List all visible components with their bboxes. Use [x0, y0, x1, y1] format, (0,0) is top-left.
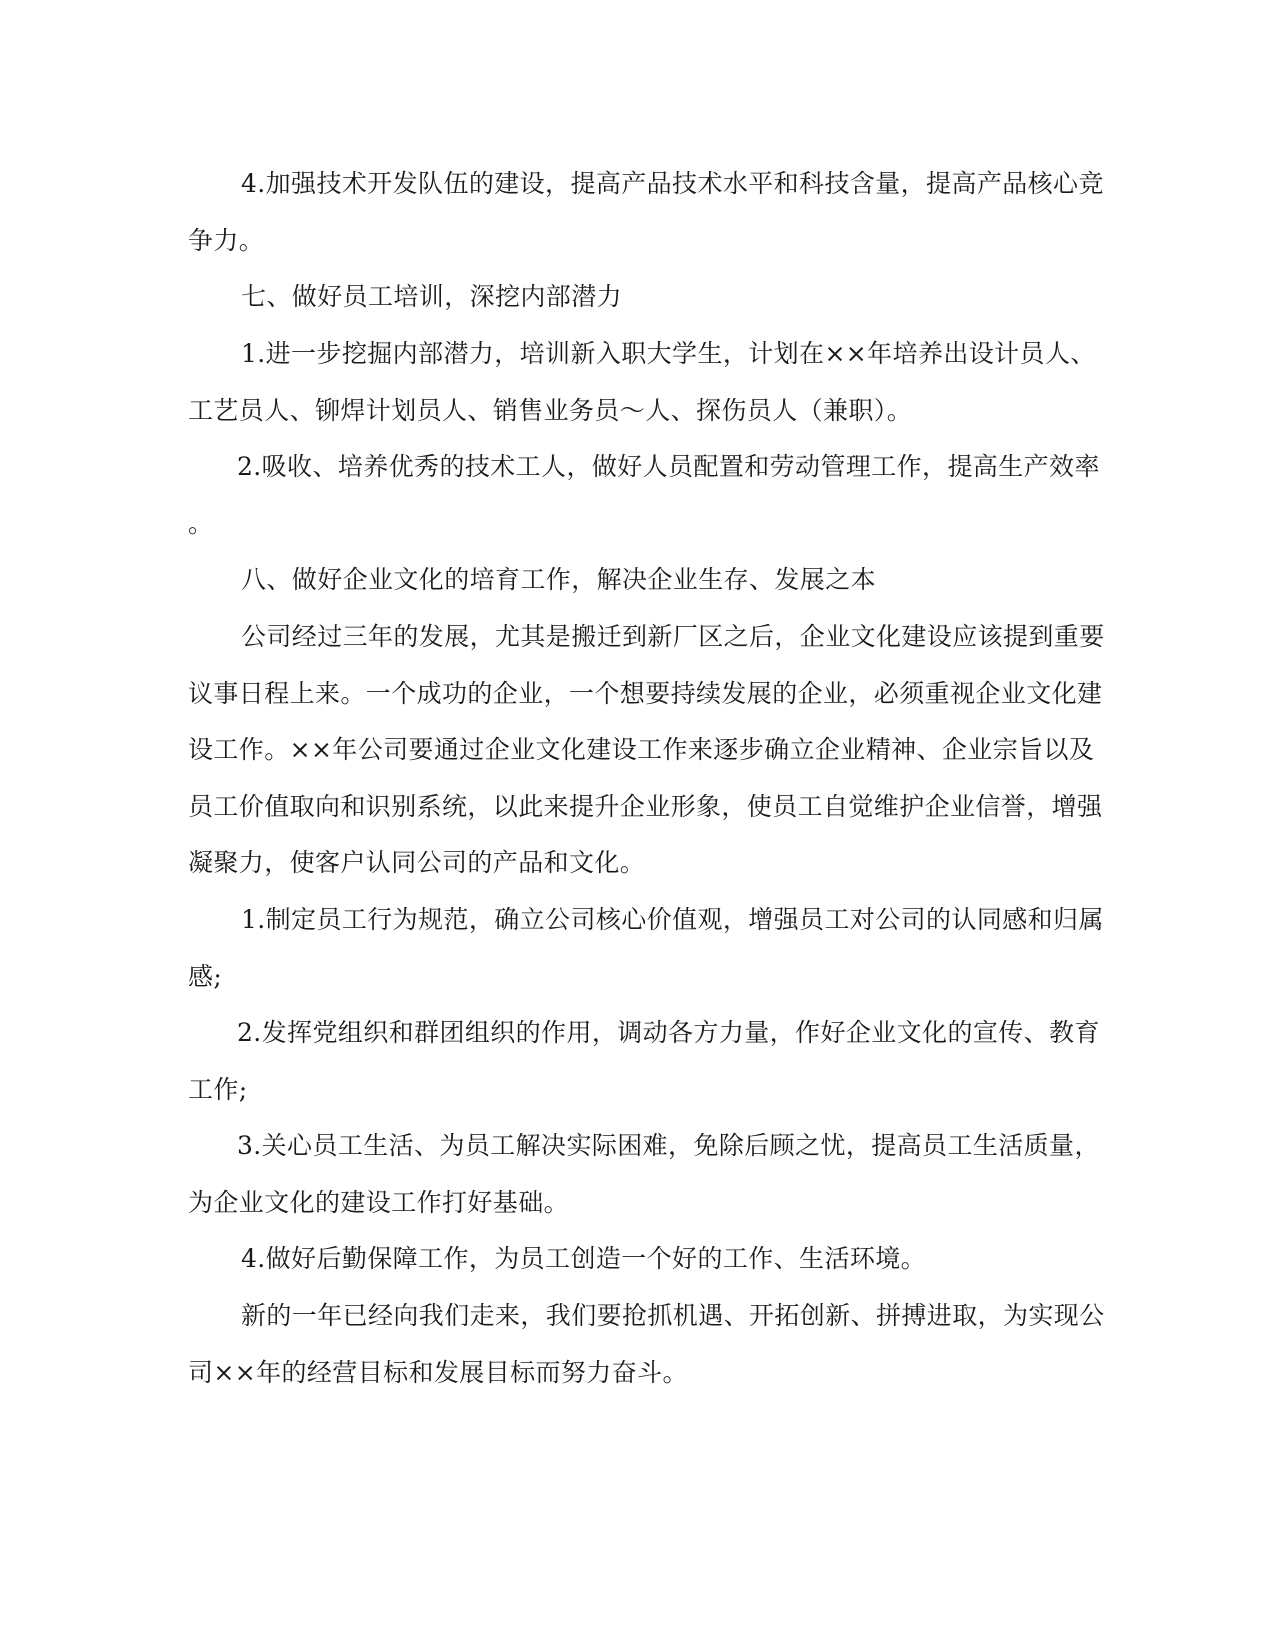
paragraph-11-line-2: 司××年的经营目标和发展目标而努力奋斗。	[188, 1358, 688, 1387]
paragraph-9-line-2: 为企业文化的建设工作打好基础。	[188, 1188, 570, 1217]
paragraph-6-line-3: 设工作。××年公司要通过企业文化建设工作来逐步确立企业精神、企业宗旨以及	[188, 735, 1095, 764]
paragraph-3-line-1: 1.进一步挖掘内部潜力，培训新入职大学生，计划在××年培养出设计员人、	[241, 339, 1096, 368]
paragraph-9-line-1: 3.关心员工生活、为员工解决实际困难，免除后顾之忧，提高员工生活质量，	[237, 1131, 1100, 1160]
paragraph-6-line-1: 公司经过三年的发展，尤其是搬迁到新厂区之后，企业文化建设应该提到重要	[241, 622, 1105, 651]
paragraph-6-line-4: 员工价值取向和识别系统，以此来提升企业形象，使员工自觉维护企业信誉，增强	[188, 792, 1103, 821]
paragraph-4-line-1: 2.吸收、培养优秀的技术工人，做好人员配置和劳动管理工作，提高生产效率	[237, 452, 1100, 481]
paragraph-8-line-2: 工作;	[188, 1075, 248, 1104]
paragraph-3-line-2: 工艺员人、铆焊计划员人、销售业务员～人、探伤员人（兼职）。	[188, 396, 913, 425]
paragraph-1-line-1: 4.加强技术开发队伍的建设，提高产品技术水平和科技含量，提高产品核心竞	[241, 169, 1104, 198]
paragraph-8-line-1: 2.发挥党组织和群团组织的作用，调动各方力量，作好企业文化的宣传、教育	[237, 1018, 1100, 1047]
paragraph-6-line-2: 议事日程上来。一个成功的企业，一个想要持续发展的企业，必须重视企业文化建	[188, 679, 1103, 708]
paragraph-4-line-2: 。	[188, 509, 214, 538]
section-heading-8: 八、做好企业文化的培育工作，解决企业生存、发展之本	[241, 565, 877, 594]
paragraph-10-line-1: 4.做好后勤保障工作，为员工创造一个好的工作、生活环境。	[241, 1244, 927, 1273]
section-heading-7: 七、做好员工培训，深挖内部潜力	[241, 282, 623, 311]
paragraph-7-line-2: 感;	[188, 962, 223, 991]
paragraph-11-line-1: 新的一年已经向我们走来，我们要抢抓机遇、开拓创新、拼搏进取，为实现公	[241, 1301, 1105, 1330]
paragraph-6-line-5: 凝聚力，使客户认同公司的产品和文化。	[188, 848, 646, 877]
paragraph-7-line-1: 1.制定员工行为规范，确立公司核心价值观，增强员工对公司的认同感和归属	[241, 905, 1104, 934]
paragraph-1-line-2: 争力。	[188, 226, 265, 255]
